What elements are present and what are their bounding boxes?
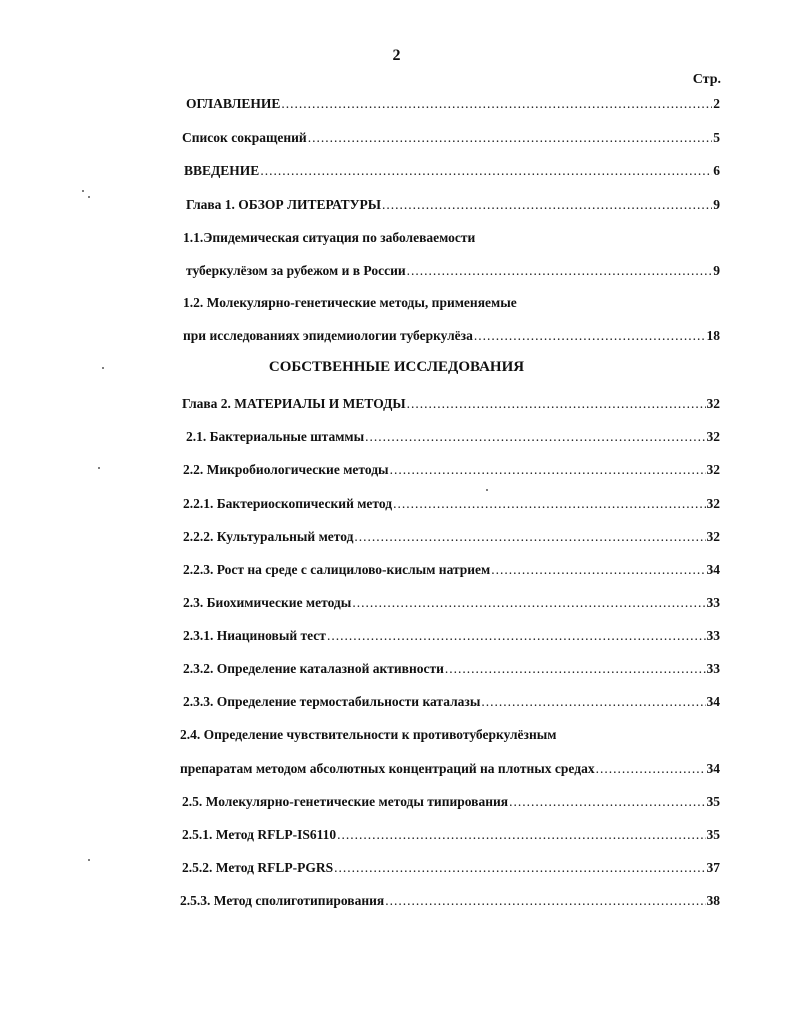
- toc-entry-page: 2: [713, 96, 720, 111]
- toc-entry: [183, 628, 720, 648]
- dot-leader: [382, 197, 712, 213]
- dot-leader: [354, 529, 705, 545]
- toc-entry-page: 34: [706, 694, 720, 709]
- toc-entry-page: 18: [706, 328, 720, 343]
- toc-entry-title: 2.3. Биохимические методы: [183, 595, 352, 610]
- toc-entry: [184, 163, 720, 183]
- scan-speck: [88, 196, 90, 198]
- toc-entry: [183, 529, 720, 549]
- toc-entry-title: 1.1.Эпидемическая ситуация по заболеваемости: [183, 230, 476, 245]
- dot-leader: [481, 694, 705, 710]
- toc-entry: [183, 562, 720, 582]
- toc-entry-page: 37: [706, 860, 720, 875]
- toc-entry-page: 35: [706, 827, 720, 842]
- toc-entry-page: 38: [706, 893, 720, 908]
- toc-entry: [186, 263, 720, 283]
- toc-entry: [183, 295, 517, 315]
- toc-entry: [182, 860, 720, 880]
- toc-entry-title: 2.3.3. Определение термостабильности каталазы: [183, 694, 481, 709]
- toc-entry: [186, 96, 720, 116]
- toc-entry: [180, 761, 720, 781]
- toc-entry-page: 32: [706, 396, 720, 411]
- toc-entry-title: 2.3.1. Ниациновый тест: [183, 628, 326, 643]
- toc-entry: [182, 794, 720, 814]
- toc-entry-title: 1.2. Молекулярно-генетические методы, применяемые: [183, 295, 517, 310]
- dot-leader: [474, 328, 706, 344]
- toc-entry-title: ОГЛАВЛЕНИЕ: [186, 96, 281, 111]
- toc-entry-title: 2.5.1. Метод RFLP-IS6110: [182, 827, 337, 842]
- toc-entry-page: 9: [713, 197, 720, 212]
- scan-speck: [98, 467, 100, 469]
- toc-entry-title: 2.2.1. Бактериоскопический метод: [183, 496, 393, 511]
- toc-entry-title: 2.5.2. Метод RFLP-PGRS: [182, 860, 334, 875]
- toc-entry-title: 2.2. Микробиологические методы: [183, 462, 389, 477]
- toc-entry-page: 5: [713, 130, 720, 145]
- toc-entry-title: 2.5.3. Метод сполиготипирования: [180, 893, 385, 908]
- dot-leader: [393, 496, 705, 512]
- dot-leader: [509, 794, 705, 810]
- toc-entry: [183, 462, 720, 482]
- scan-speck: [102, 367, 104, 369]
- toc-entry-title: Список сокращений: [182, 130, 307, 145]
- page-column-label: Стр.: [692, 72, 721, 87]
- toc-entry: [183, 661, 720, 681]
- toc-entry-page: 35: [706, 794, 720, 809]
- toc-entry-page: 33: [706, 661, 720, 676]
- toc-entry-page: 33: [706, 628, 720, 643]
- scan-speck: [486, 489, 488, 491]
- toc-entry-page: 32: [706, 429, 720, 444]
- toc-entry-page: 34: [706, 761, 720, 776]
- toc-entry: [182, 396, 720, 416]
- toc-entry-page: 33: [706, 595, 720, 610]
- toc-entry-page: 32: [706, 529, 720, 544]
- dot-leader: [337, 827, 705, 843]
- dot-leader: [334, 860, 705, 876]
- toc-entry: [183, 694, 720, 714]
- dot-leader: [327, 628, 706, 644]
- dot-leader: [352, 595, 705, 611]
- toc-entry: [183, 496, 720, 516]
- scan-speck: [88, 859, 90, 861]
- dot-leader: [407, 396, 706, 412]
- dot-leader: [385, 893, 705, 909]
- section-heading: СОБСТВЕННЫЕ ИССЛЕДОВАНИЯ: [268, 359, 525, 375]
- toc-entry: [180, 727, 556, 747]
- toc-entry-page: 32: [706, 496, 720, 511]
- toc-entry-title: 2.1. Бактериальные штаммы: [186, 429, 365, 444]
- toc-entry-title: 2.5. Молекулярно-генетические методы типирования: [182, 794, 509, 809]
- toc-entry: [186, 429, 720, 449]
- toc-entry-title: 2.4. Определение чувствительности к противотуберкулёзным: [180, 727, 557, 742]
- toc-entry-title: Глава 2. МАТЕРИАЛЫ И МЕТОДЫ: [182, 396, 406, 411]
- dot-leader: [491, 562, 705, 578]
- toc-entry-page: 32: [706, 462, 720, 477]
- toc-entry-title: при исследованиях эпидемиологии туберкулёза: [183, 328, 473, 343]
- toc-entry: [183, 328, 720, 348]
- toc-entry-title: Глава 1. ОБЗОР ЛИТЕРАТУРЫ: [186, 197, 382, 212]
- toc-entry-page: 9: [713, 263, 720, 278]
- toc-entry-title: 2.2.2. Культуральный метод: [183, 529, 354, 544]
- toc-entry-page: 34: [706, 562, 720, 577]
- toc-entry: [182, 130, 720, 150]
- toc-entry-title: препаратам методом абсолютных концентраций на плотных средах: [180, 761, 595, 776]
- dot-leader: [365, 429, 705, 445]
- dot-leader: [445, 661, 706, 677]
- scan-speck: [82, 190, 84, 192]
- dot-leader: [308, 130, 713, 146]
- dot-leader: [596, 761, 706, 777]
- toc-entry-title: ВВЕДЕНИЕ: [184, 163, 260, 178]
- toc-entry: [183, 230, 475, 250]
- dot-leader: [260, 163, 712, 179]
- toc-entry-title: 2.3.2. Определение каталазной активности: [183, 661, 444, 676]
- toc-entry: [186, 197, 720, 217]
- toc-entry: [183, 595, 720, 615]
- dot-leader: [281, 96, 712, 112]
- toc-entry: [180, 893, 720, 913]
- dot-leader: [390, 462, 706, 478]
- toc-entry-title: 2.2.3. Рост на среде с салицилово-кислым натрием: [183, 562, 491, 577]
- dot-leader: [407, 263, 713, 279]
- toc-entry-page: 6: [713, 163, 720, 178]
- toc-entry: [182, 827, 720, 847]
- toc-entry-title: туберкулёзом за рубежом и в России: [186, 263, 406, 278]
- page-number: 2: [392, 47, 401, 64]
